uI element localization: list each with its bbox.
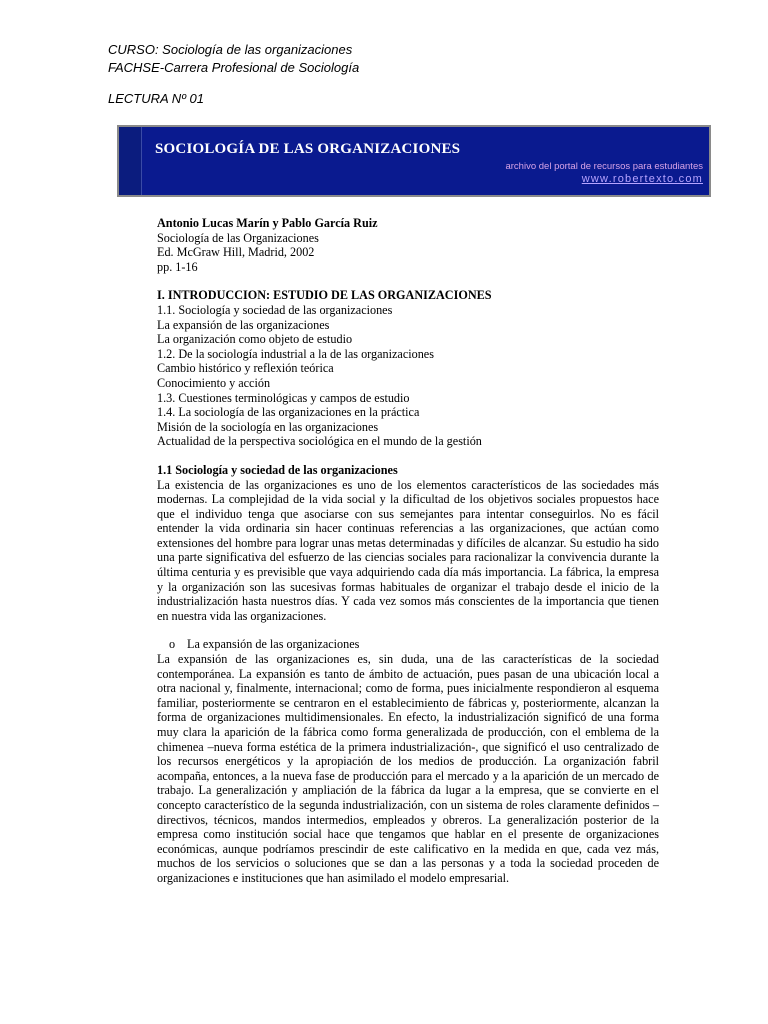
section-paragraph: La expansión de las organizaciones es, sin duda, una de las características de la sociedad contemporánea. La expansión es tanto de ámbito de actuación, pues pasan de una ubicación local a otra nacional y, finalmente, internacional; como de forma, pues inicialmente respondieron al esquema familiar, posteriormente se centraron en el establecimiento de fábricas y, posteriormente, alcanzan la forma de organizaciones multidimensionales. En efecto, la industrialización significó de una forma muy clara la aparición de la fábrica como forma generalizada de producción, con el emblema de la chimenea –nueva forma estética de la primera industrialización-, que significó el uso centralizado de los recursos energéticos y la apropiación de los medios de producción. La organización fabril acompaña, entonces, a la nueva fase de producción para el mercado y a la aparición de un mercado de trabajo. La generalización y ampliación de la fábrica da lugar a la empresa, que se convierte en el concepto característico de la segunda industrialización, con un sistema de roles claramente definidos –directivos, técnicos, mandos intermedios, empleados y obreros. La generalización posterior de la empresa como institución social hace que tengamos que hablar en el presente de organizaciones económicas, aunque podríamos prescindir de este calificativo en la medida en que, cada vez más, muchos de los servicios o soluciones que se dan a las personas y a toda la sociedad proceden de organizaciones e instituciones que han asimilado el modelo empresarial. [157, 652, 659, 885]
toc-item: La organización como objeto de estudio [157, 332, 353, 347]
banner-url-link[interactable]: www.robertexto.com [581, 173, 703, 185]
toc-item: 1.2. De la sociología industrial a la de las organizaciones [157, 346, 434, 361]
faculty-name: FACHSE-Carrera Profesional de Sociología [108, 60, 360, 75]
section-paragraph: La existencia de las organizaciones es uno de los elementos característicos de las sociedades más modernas. La complejidad de la vida social y la dificultad de los objetivos sociales propuestos hace que el individuo tenga que asociarse con sus semejantes para intentar conseguirlos. No es fácil entender la vida ordinaria sin hacer continuas referencias a las organizaciones, que actúan como extensiones del hombre para lograr unas metas determinadas y difíciles de alcanzar. Su estudio ha sido una parte significativa del esfuerzo de las ciencias sociales para racionalizar la convivencia durante la última centuria y es previsible que vaya adquiriendo cada día más importancia. La fábrica, la empresa y la organización son las sucesivas formas habituales de organizar el trabajo desde el inicio de la industrialización hasta nuestros días. Y cada vez somos más conscientes de la importancia que tienen en nuestra vida las organizaciones. [157, 477, 659, 623]
reference-book: Sociología de las Organizaciones [157, 230, 319, 245]
subsection-heading [157, 637, 659, 652]
bullet-marker: o [169, 637, 176, 652]
section-heading: 1.1 Sociología y sociedad de las organizaciones [157, 462, 398, 477]
reference-publisher: Ed. McGraw Hill, Madrid, 2002 [157, 245, 315, 260]
banner-title: SOCIOLOGÍA DE LAS ORGANIZACIONES [155, 141, 461, 157]
toc-item: Actualidad de la perspectiva sociológica en el mundo de la gestión [157, 434, 482, 449]
reference-authors: Antonio Lucas Marín y Pablo García Ruiz [157, 216, 378, 230]
toc-item: Conocimiento y acción [157, 375, 271, 390]
toc-item: La expansión de las organizaciones [157, 317, 330, 332]
toc-item: 1.4. La sociología de las organizaciones en la práctica [157, 405, 420, 420]
subsection-title: La expansión de las organizaciones [187, 637, 360, 652]
course-name: CURSO: Sociología de las organizaciones [108, 42, 353, 57]
title-banner [117, 125, 711, 197]
reference-pages: pp. 1-16 [157, 259, 198, 274]
banner-strip [119, 127, 142, 195]
toc-item: 1.3. Cuestiones terminológicas y campos de estudio [157, 390, 410, 405]
reading-number: LECTURA Nº 01 [108, 91, 205, 106]
banner-subtitle: archivo del portal de recursos para estudiantes [505, 161, 703, 172]
toc-item: Cambio histórico y reflexión teórica [157, 361, 334, 376]
toc-item: 1.1. Sociología y sociedad de las organizaciones [157, 302, 393, 317]
course-header [108, 41, 359, 77]
toc-title: I. INTRODUCCION: ESTUDIO DE LAS ORGANIZACIONES [157, 288, 492, 303]
document-body [157, 216, 659, 886]
toc-item: Misión de la sociología en las organizaciones [157, 419, 379, 434]
